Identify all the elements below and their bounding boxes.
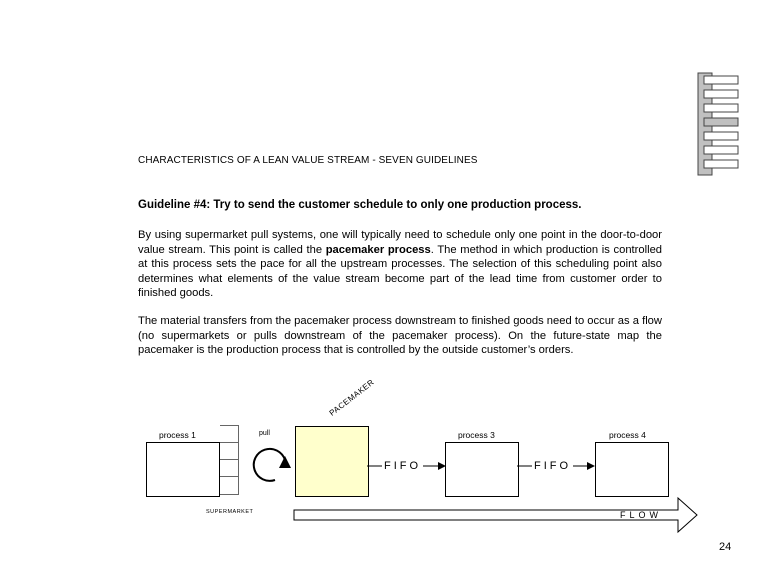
guideline-title: Guideline #4: Try to send the customer schedule to only one production process. <box>138 199 582 211</box>
process-1-box <box>146 442 220 497</box>
process-3-label: process 3 <box>458 430 495 440</box>
supermarket-label: SUPERMARKET <box>206 509 254 515</box>
pacemaker-label <box>318 372 388 422</box>
pull-label: pull <box>259 430 270 437</box>
flow-label: FLOW <box>620 510 662 520</box>
page-header: CHARACTERISTICS OF A LEAN VALUE STREAM - SEVEN GUIDELINES <box>138 155 478 166</box>
pacemaker-term: pacemaker process <box>325 243 431 256</box>
svg-text:PACEMAKER: PACEMAKER <box>327 377 376 418</box>
process-4-label: process 4 <box>609 430 646 440</box>
paragraph-pacemaker: By using supermarket pull systems, one will typically need to schedule only one point in the door-to-door value stream. This point is called the pacemaker process. The method in which production is controlled at this process sets the pace for all the upstream processes. The selection of this scheduling point also determines what elements of the value stream become part of the lead time from customer order to finished goods. <box>138 229 663 300</box>
paragraph-flow: The material transfers from the pacemaker process downstream to finished goods need to occur as a flow (no supermarkets or pulls downstream of the pacemaker process). On the future-state map the pacemaker is the production process that is controlled by the outside customer’s orders. <box>138 315 662 357</box>
guidelines-list-icon <box>697 72 741 176</box>
process-2-pacemaker-box <box>295 426 369 497</box>
pull-arrow-icon <box>245 442 293 486</box>
fifo-label-2: FIFO <box>534 460 572 472</box>
process-1-label: process 1 <box>159 430 196 440</box>
page-number: 24 <box>719 541 732 553</box>
fifo-label-1: FIFO <box>384 460 422 472</box>
